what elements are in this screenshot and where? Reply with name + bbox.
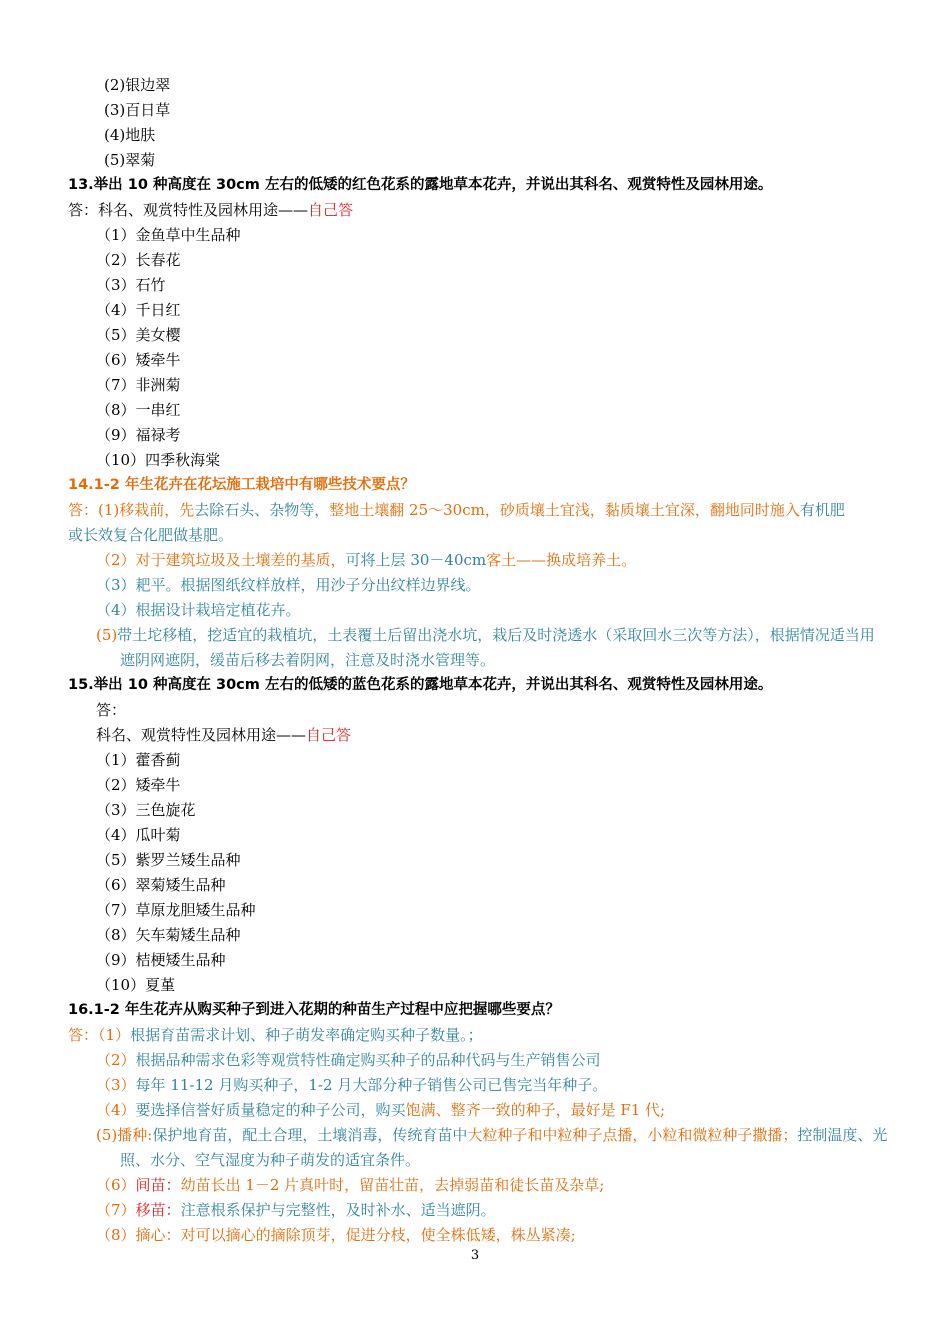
answer-number: （7） [96, 1201, 136, 1219]
answer-number: （2） [96, 1051, 136, 1069]
answer-keyword: 移苗： [135, 1201, 181, 1219]
question-16-answer-1 [68, 1023, 888, 1048]
answer-number: （6） [96, 1176, 136, 1194]
question-13-answer [68, 198, 888, 223]
list-item: （3）三色旋花 [96, 801, 196, 819]
question-13-title: 13.举出 10 种高度在 30cm 左右的低矮的红色花系的露地草本花卉，并说出其科名、观赏特性及园林用途。 [68, 177, 773, 193]
list-item: （6）翠菊矮生品种 [96, 876, 226, 894]
answer-text: 根据育苗需求计划、种子萌发率确定购买种子数量。； [130, 1026, 483, 1044]
answer-text: 控制温度、光照、水分、空气湿度为种子萌发的适宜条件。 [120, 1126, 888, 1169]
question-14-answer-2 [68, 548, 888, 573]
answer-text: 整地土壤翻 25～30cm，砂质壤土宜浅，黏质壤土宜深，翻地同时施入 [329, 501, 800, 519]
list-item: （8）一串红 [96, 401, 181, 419]
answer-text: 客土——换成培养土。 [486, 551, 637, 569]
question-15-answer [68, 723, 888, 748]
list-item: （1）金鱼草中生品种 [96, 226, 241, 244]
list-item: （5）紫罗兰矮生品种 [96, 851, 241, 869]
answer-text: 答：(1)移栽前，先 [68, 501, 195, 519]
answer-keyword: 间苗： [135, 1176, 181, 1194]
list-item: （1）藿香蓟 [96, 751, 181, 769]
list-item: （6）矮牵牛 [96, 351, 181, 369]
answer-text: （2）对于建筑垃圾及土壤差的基质， [96, 551, 346, 569]
answer-text: 可将上层 30－40cm [345, 551, 487, 569]
question-16-answer-5 [68, 1123, 888, 1173]
question-16-answer-2 [68, 1048, 888, 1073]
page-number: 3 [470, 1248, 480, 1263]
list-item: （8）矢车菊矮生品种 [96, 926, 241, 944]
list-item: （4）瓜叶菊 [96, 826, 181, 844]
answer-text: 幼苗长出 1－2 片真叶时，留苗壮苗，去掉弱苗和徒长苗及杂草; [180, 1176, 605, 1194]
answer-text: 有机肥 [799, 501, 845, 519]
answer-text: 饱满、整齐一致的种子，最好是 F1 代; [405, 1101, 666, 1119]
list-item: （9）福禄考 [96, 426, 181, 444]
answer-text: 带土坨移植，挖适宜的栽植坑，土表覆土后留出浇水坑，栽后及时浇透水（采取回水三次等方法），根据情况适当用遮阴网遮阴，缓苗后移去着阴网，注意及时浇水管理等。 [117, 626, 875, 669]
answer-self-note: 自己答 [308, 201, 354, 219]
answer-text: 要选择信誉好质量稳定的种子公司，购买 [135, 1101, 406, 1119]
question-16-answer-7 [68, 1198, 888, 1223]
list-item: （7）草原龙胆矮生品种 [96, 901, 256, 919]
question-14-answer-1 [68, 498, 888, 523]
question-16-answer-8 [68, 1223, 888, 1248]
answer-number: （8） [96, 1226, 136, 1244]
answer-text: 答：科名、观赏特性及园林用途—— [68, 201, 309, 219]
list-item: （5）美女樱 [96, 326, 181, 344]
question-15-answer-label: 答： [96, 701, 127, 719]
question-14-title: 14.1-2 年生花卉在花坛施工栽培中有哪些技术要点？ [68, 477, 415, 493]
answer-text: 对可以摘心的摘除顶芽，促进分枝，使全株低矮，株丛紧凑; [180, 1226, 576, 1244]
answer-text: 大粒种子和中粒种子点播，小粒和微粒种子撒播； [467, 1126, 798, 1144]
question-16-title: 16.1-2 年生花卉从购买种子到进入花期的种苗生产过程中应把握哪些要点？ [68, 1002, 560, 1018]
question-14-answer-3: （3）耙平。根据图纸纹样放样，用沙子分出纹样边界线。 [96, 576, 481, 594]
answer-text: (5)播种: [96, 1126, 153, 1144]
answer-self-note: 自己答 [306, 726, 352, 744]
list-item: (2)银边翠 [104, 76, 171, 94]
list-item: (4)地肤 [104, 126, 156, 144]
list-item: （10）四季秋海棠 [96, 451, 221, 469]
question-16-answer-4 [68, 1098, 888, 1123]
answer-label: 答： [68, 1026, 99, 1044]
answer-text: 科名、观赏特性及园林用途—— [96, 726, 307, 744]
list-item: （4）千日红 [96, 301, 181, 319]
answer-number: （1） [98, 1026, 131, 1044]
question-16-answer-6 [68, 1173, 888, 1198]
answer-text: (5) [96, 626, 118, 644]
question-16-answer-3 [68, 1073, 888, 1098]
question-14-answer-4: （4）根据设计栽培定植花卉。 [96, 601, 301, 619]
list-item: （10）夏堇 [96, 976, 176, 994]
question-14-answer-1-cont: 或长效复合化肥做基肥。 [68, 526, 234, 544]
answer-text: 保护地育苗，配土合理，土壤消毒，传统育苗中 [152, 1126, 468, 1144]
list-item: （7）非洲菊 [96, 376, 181, 394]
answer-text: 每年 11-12 月购买种子，1-2 月大部分种子销售公司已售完当年种子。 [135, 1076, 608, 1094]
question-14-answer-5 [68, 623, 888, 673]
answer-text: 注意根系保护与完整性，及时补水、适当遮阴。 [180, 1201, 496, 1219]
list-item: （9）桔梗矮生品种 [96, 951, 226, 969]
question-15-title: 15.举出 10 种高度在 30cm 左右的低矮的蓝色花系的露地草本花卉，并说出其科名、观赏特性及园林用途。 [68, 677, 773, 693]
answer-number: （3） [96, 1076, 136, 1094]
answer-text: 根据品种需求色彩等观赏特性确定购买种子的品种代码与生产销售公司 [135, 1051, 601, 1069]
list-item: （3）石竹 [96, 276, 166, 294]
list-item: （2）矮牵牛 [96, 776, 181, 794]
page-content [68, 73, 888, 1248]
list-item: （2）长春花 [96, 251, 181, 269]
list-item: (5)翠菊 [104, 151, 156, 169]
answer-text: 去除石头、杂物等， [194, 501, 330, 519]
answer-number: （4） [96, 1101, 136, 1119]
answer-keyword: 摘心： [135, 1226, 181, 1244]
list-item: (3)百日草 [104, 101, 171, 119]
